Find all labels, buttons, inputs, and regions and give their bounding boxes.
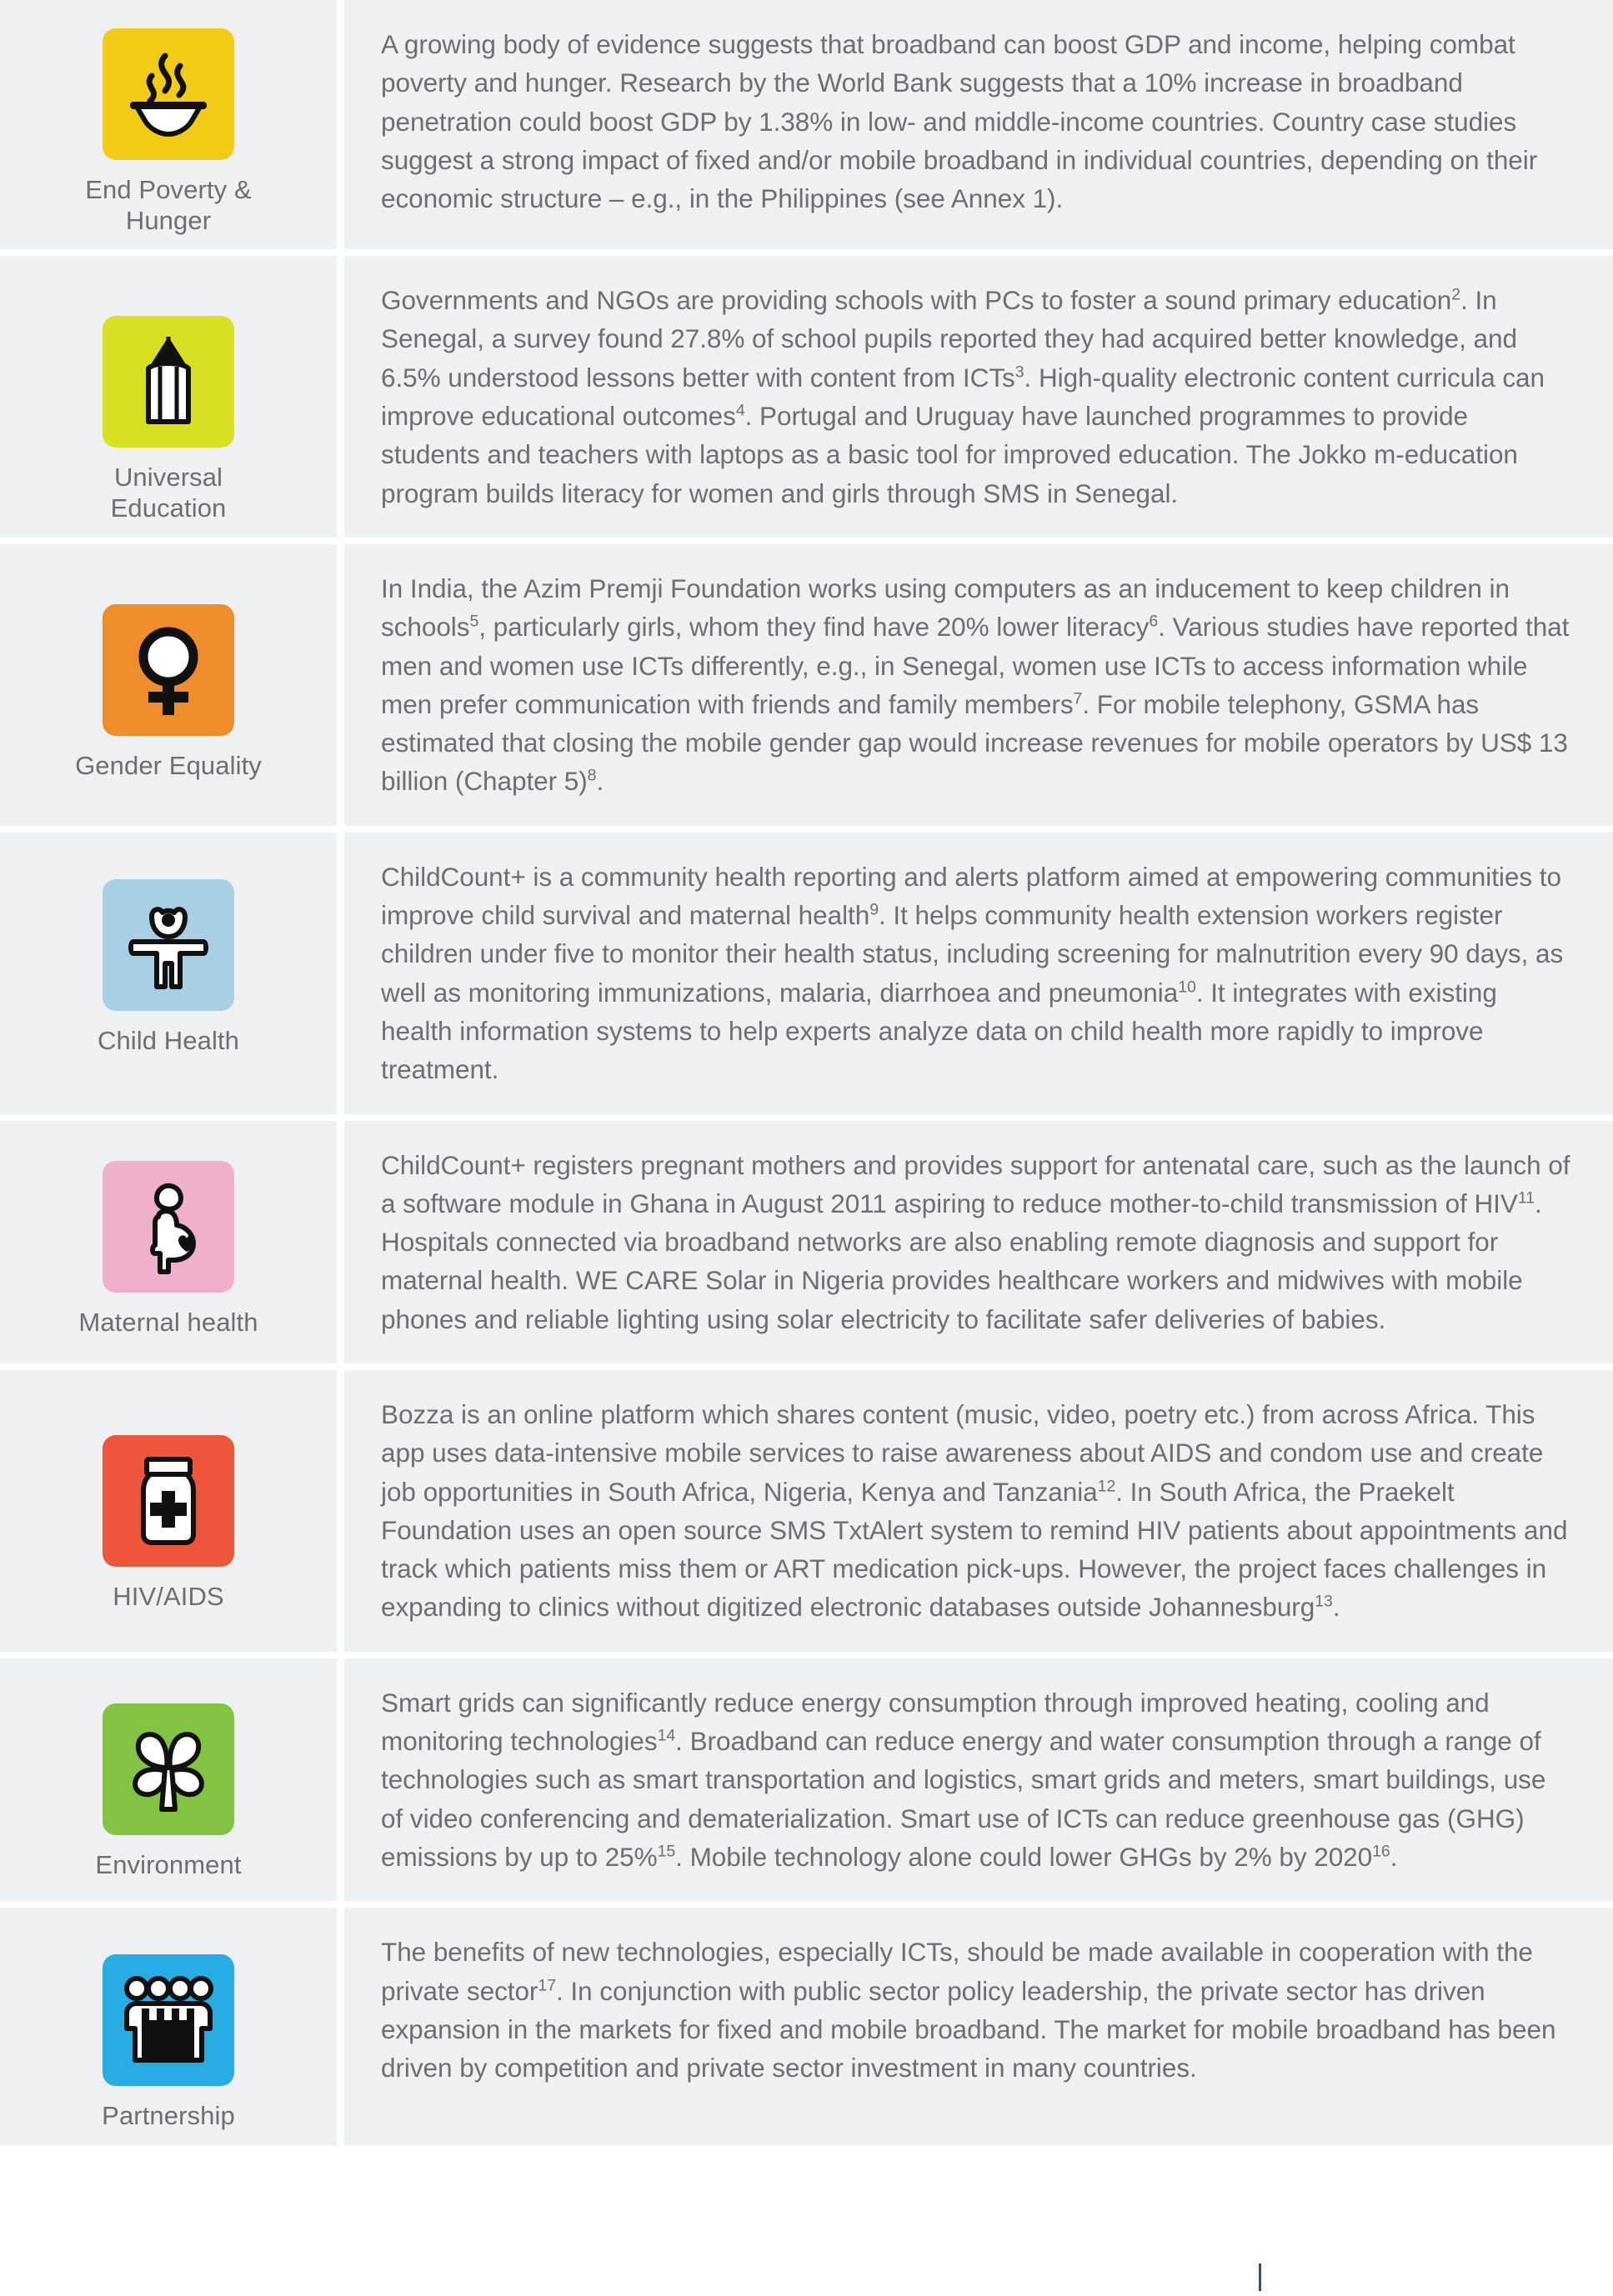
table-row bbox=[0, 0, 1613, 249]
goal-label: Universal Education bbox=[110, 463, 227, 523]
goal-cell-gender bbox=[0, 544, 337, 826]
footer-rule bbox=[1259, 2263, 1261, 2291]
goal-cell-hiv bbox=[0, 1370, 337, 1652]
goal-cell-education bbox=[0, 256, 337, 538]
table-row bbox=[0, 544, 1613, 826]
table-row bbox=[0, 256, 1613, 538]
goal-label: HIV/AIDS bbox=[113, 1581, 224, 1611]
female-symbol-icon bbox=[103, 604, 234, 736]
goal-label: Gender Equality bbox=[75, 750, 262, 780]
description-text: ChildCount+ is a community health reporting and alerts platform aimed at empowering communities to improve child survival and maternal health$^9$. It helps community health extension workers register children under five to monitor their health status, including screening for malnutrition every 90 days, as well as monitoring immunizations, malaria, diarrhoea and pneumonia$^{10}$. It integrates with existing health information systems to help experts analyze data on child health more rapidly to improve treatment. bbox=[381, 861, 1564, 1085]
description-cell-hiv bbox=[344, 1370, 1613, 1652]
goal-label: Child Health bbox=[97, 1025, 240, 1055]
description-text: Bozza is an online platform which shares content (music, video, poetry etc.) from across Africa. This app uses data-intensive mobile services to raise awareness about AIDS and condom use and create job opportunities in South Africa, Nigeria, Kenya and Tanzania$^{12}$. In South Africa, the Praekelt Foundation uses an open source SMS TxtAlert system to remind HIV patients about appointments and track which patients miss them or ART medication pick-ups. However, the project faces challenges in expanding to clinics without digitized electronic databases outside Johannesburg$^{13}$. bbox=[381, 1398, 1568, 1623]
medicine-bottle-cross-icon bbox=[103, 1435, 234, 1567]
description-text: Smart grids can significantly reduce energy consumption through improved heating, cooling and monitoring technologies$^{14}$. Broadband can reduce energy and water consumption through a range of technologies such as smart transportation and logistics, smart grids and meters, smart buildings, use of video conferencing and dematerialization. Smart use of ICTs can reduce greenhouse gas (GHG) emissions by up to 25%$^{15}$. Mobile technology alone could lower GHGs by 2% by 2020$^{16}$. bbox=[381, 1687, 1546, 1872]
goal-cell-poverty bbox=[0, 0, 337, 249]
description-cell-child bbox=[344, 833, 1613, 1114]
description-text: In India, the Azim Premji Foundation works using computers as an inducement to keep children in schools$^5$, particularly girls, whom they find have 20% lower literacy$^6$. Various studies have reported that men and women use ICTs differently, e.g., in Senegal, women use ICTs to access information while men prefer communication with friends and family members$^7$. For mobile telephony, GSMA has estimated that closing the mobile gender gap would increase revenues for mobile operators by US$ 13 billion (Chapter 5)$^8$. bbox=[381, 573, 1570, 797]
table-row bbox=[0, 1658, 1613, 1901]
child-figure-icon bbox=[103, 879, 234, 1011]
table-row bbox=[0, 833, 1613, 1114]
goal-label: Maternal health bbox=[78, 1307, 258, 1337]
pencil-icon bbox=[103, 316, 234, 448]
pregnant-woman-heart-icon bbox=[103, 1161, 234, 1293]
goal-cell-partner bbox=[0, 1908, 337, 2145]
bowl-steam-icon bbox=[103, 28, 234, 160]
description-text: The benefits of new technologies, especially ICTs, should be made available in cooperation with the private sector$^{17}$. In conjunction with public sector policy leadership, the private sector has driven expansion in the markets for fixed and mobile broadband. The market for mobile broadband has been driven by competition and private sector investment in many countries. bbox=[381, 1937, 1556, 2083]
description-cell-env bbox=[344, 1658, 1613, 1901]
goal-label: Partnership bbox=[102, 2101, 235, 2131]
description-cell-partner bbox=[344, 1908, 1613, 2145]
group-of-people-icon bbox=[103, 1954, 234, 2086]
description-cell-education bbox=[344, 256, 1613, 538]
description-cell-poverty bbox=[344, 0, 1613, 249]
goal-cell-env bbox=[0, 1658, 337, 1901]
plant-leaves-icon bbox=[103, 1703, 234, 1835]
description-cell-gender bbox=[344, 544, 1613, 826]
table-row bbox=[0, 1121, 1613, 1363]
description-text: Governments and NGOs are providing schools with PCs to foster a sound primary education$^2$. In Senegal, a survey found 27.8% of school pupils reported they had acquired better knowledge, and 6.5% understood lessons better with content from ICTs$^3$. High-quality electronic content curricula can improve educational outcomes$^4$. Portugal and Uruguay have launched programmes to provide students and teachers with laptops as a basic tool for improved education. The Jokko m-education program builds literacy for women and girls through SMS in Senegal. bbox=[381, 285, 1545, 508]
table-row bbox=[0, 1370, 1613, 1652]
description-text: ChildCount+ registers pregnant mothers and provides support for antenatal care, such as the launch of a software module in Ghana in August 2011 aspiring to reduce mother-to-child transmission of HIV$^{11}$. Hospitals connected via broadband networks are also enabling remote diagnosis and support for maternal health. WE CARE Solar in Nigeria provides healthcare workers and midwives with mobile phones and reliable lighting using solar electricity to facilitate safer deliveries of babies. bbox=[381, 1149, 1570, 1334]
description-cell-maternal bbox=[344, 1121, 1613, 1363]
description-text: A growing body of evidence suggests that broadband can boost GDP and income, helping combat poverty and hunger. Research by the World Bank suggests that a 10% increase in broadband penetration could boost GDP by 1.38% in low- and middle-income countries. Country case studies suggest a strong impact of fixed and/or mobile broadband in individual countries, depending on their economic structure – e.g., in the Philippines (see Annex 1). bbox=[381, 29, 1538, 214]
goal-label: Environment bbox=[95, 1849, 242, 1879]
goal-label: End Poverty & Hunger bbox=[85, 175, 252, 235]
goal-cell-maternal bbox=[0, 1121, 337, 1363]
table-row bbox=[0, 1908, 1613, 2145]
goal-cell-child bbox=[0, 833, 337, 1114]
